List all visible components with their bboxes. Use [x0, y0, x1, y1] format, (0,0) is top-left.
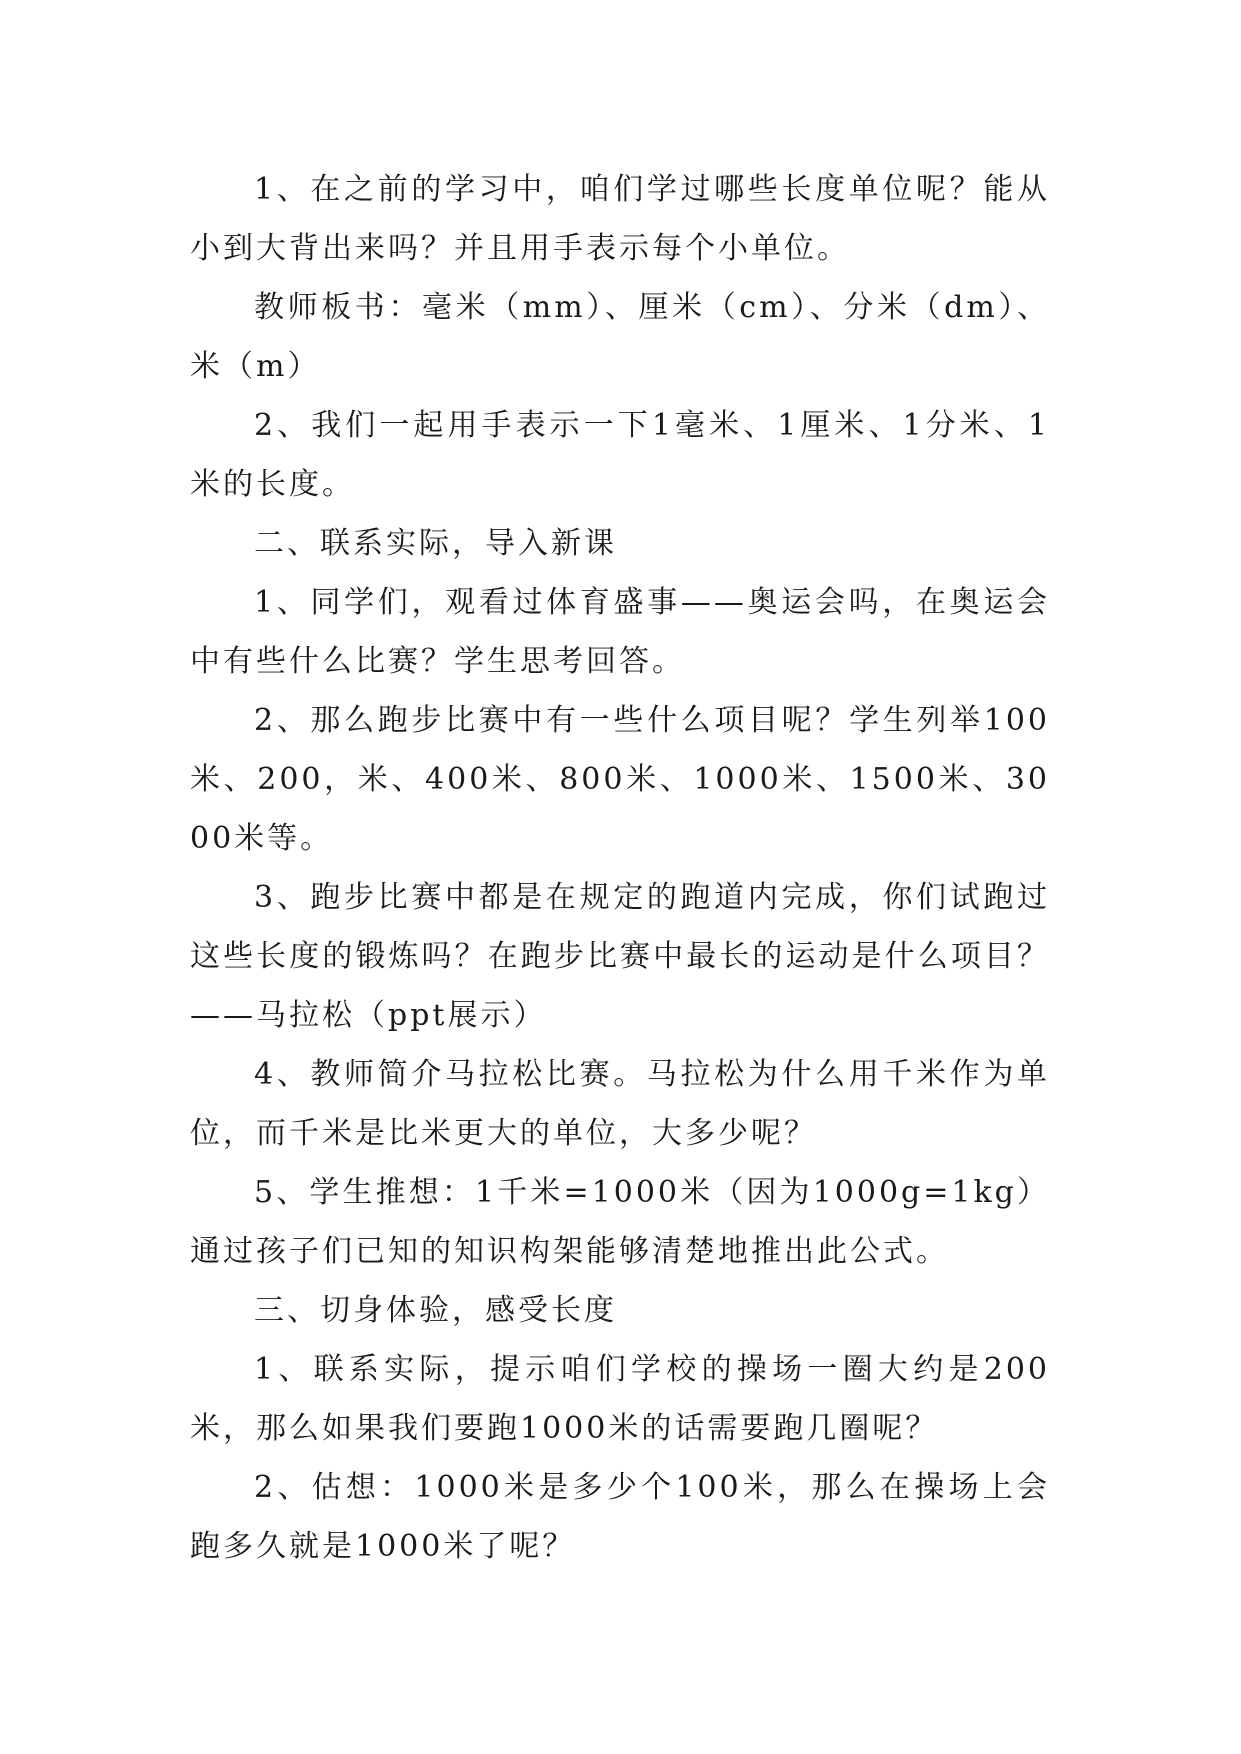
paragraph-length-units-question: 1、在之前的学习中，咱们学过哪些长度单位呢？能从小到大背出来吗？并且用手表示每个小单位。: [190, 172, 1050, 266]
paragraph-running-events: 2、那么跑步比赛中有一些什么项目呢？学生列举100米、200，米、400米、800米、1000米、1500米、3000米等。: [190, 703, 1050, 856]
paragraph-playground-laps: 1、联系实际，提示咱们学校的操场一圈大约是200米，那么如果我们要跑1000米的话需要跑几圈呢？: [190, 1352, 1050, 1446]
paragraph-marathon-question: 3、跑步比赛中都是在规定的跑道内完成，你们试跑过这些长度的锻炼吗？在跑步比赛中最长的运动是什么项目？——马拉松（ppt展示）: [190, 880, 1050, 1033]
document-body: [190, 160, 1050, 1576]
paragraph-hand-gesture: 2、我们一起用手表示一下1毫米、1厘米、1分米、1米的长度。: [190, 408, 1050, 502]
section-heading-3: 三、切身体验，感受长度: [254, 1293, 617, 1328]
section-heading-2: 二、联系实际，导入新课: [254, 526, 617, 561]
paragraph-teacher-board: 教师板书：毫米（mm）、厘米（cm）、分米（dm）、米（m）: [190, 290, 1050, 384]
paragraph-marathon-intro: 4、教师简介马拉松比赛。马拉松为什么用千米作为单位，而千米是比米更大的单位，大多少呢？: [190, 1057, 1050, 1151]
paragraph-kilometer-formula: 5、学生推想：1千米=1000米（因为1000g=1kg）通过孩子们已知的知识构架能够清楚地推出此公式。: [190, 1175, 1050, 1269]
paragraph-estimate: 2、估想：1000米是多少个100米，那么在操场上会跑多久就是1000米了呢？: [190, 1470, 1050, 1564]
paragraph-olympics: 1、同学们，观看过体育盛事——奥运会吗，在奥运会中有些什么比赛？学生思考回答。: [190, 585, 1050, 679]
